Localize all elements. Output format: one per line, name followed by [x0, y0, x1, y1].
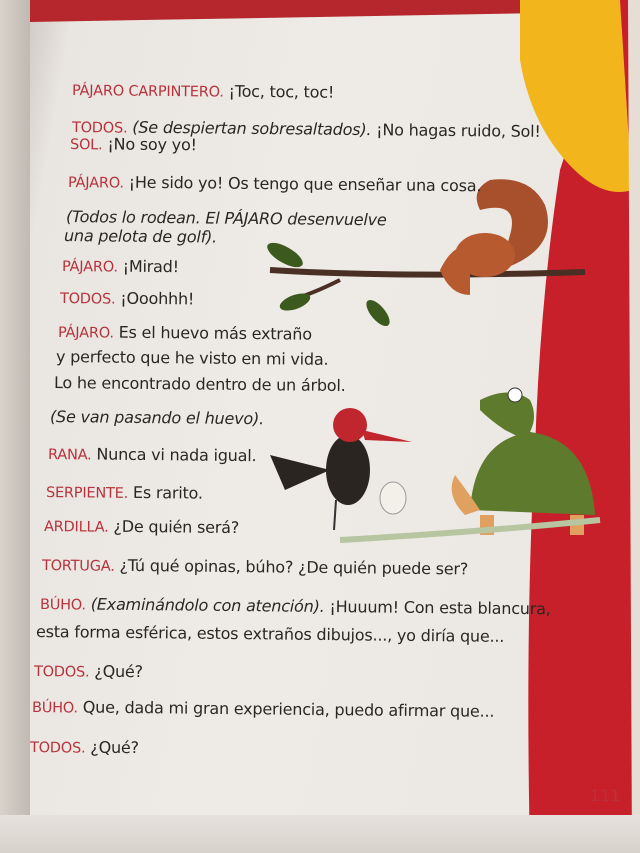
page-number: 111: [590, 786, 621, 805]
bottom-edge: [0, 815, 640, 853]
dialogue-text: ¡He sido yo! Os tengo que enseñar una cosa.: [123, 172, 482, 196]
turtle-icon: [340, 388, 600, 540]
speaker-name: SOL.: [69, 137, 103, 154]
dialogue-line: [64, 226, 217, 247]
speaker-name: TORTUGA.: [41, 558, 115, 575]
dialogue-text: ¡Mirad!: [117, 256, 179, 277]
dialogue-line: [56, 347, 329, 369]
dialogue-text: ¡Huuum! Con esta blancura,: [324, 596, 551, 619]
dialogue-line: [50, 407, 264, 428]
dialogue-text: Es rarito.: [128, 482, 203, 503]
dialogue-text: ¿Qué?: [85, 737, 140, 758]
dialogue-text: Es el huevo más extraño: [113, 322, 312, 344]
speaker-name: BÚHO.: [39, 597, 86, 614]
branch-icon: [264, 238, 585, 330]
stage-direction: (Se van pasando el huevo).: [49, 407, 265, 429]
speaker-name: ARDILLA.: [43, 519, 109, 536]
stage-direction: (Examinándolo con atención).: [85, 594, 325, 616]
dialogue-text: Nunca vi nada igual.: [91, 444, 257, 466]
squirrel-icon: [440, 179, 548, 295]
speaker-name: PÁJARO.: [57, 325, 114, 342]
dialogue-line: [46, 482, 203, 503]
woodpecker-icon: [270, 408, 412, 530]
stage-direction: (Se despiertan sobresaltados).: [127, 117, 372, 140]
stage-direction: (Todos lo rodean. El PÁJARO desenvuelve: [65, 207, 387, 230]
dialogue-line: [60, 288, 194, 308]
stage-direction: una pelota de golf).: [63, 226, 218, 247]
dialogue-text: ¡Ooohhh!: [115, 288, 195, 309]
dialogue-text: Que, dada mi gran experiencia, puedo afirmar que...: [77, 697, 495, 721]
speaker-name: TODOS.: [33, 664, 90, 681]
dialogue-text: ¡Toc, toc, toc!: [223, 81, 335, 102]
dialogue-text: Lo he encontrado dentro de un árbol.: [53, 373, 346, 396]
speaker-name: BÚHO.: [31, 700, 78, 717]
dialogue-line: [72, 80, 334, 102]
dialogue-line: [54, 373, 346, 395]
dialogue-text: esta forma esférica, estos extraños dibujos..., yo diría que...: [35, 622, 505, 646]
speaker-name: PÁJARO.: [61, 259, 118, 276]
speaker-name: TODOS.: [29, 740, 86, 757]
speaker-name: SERPIENTE.: [45, 485, 129, 502]
dialogue-line: [70, 134, 197, 154]
dialogue-text: ¿Tú qué opinas, búho? ¿De quién puede ser?: [114, 555, 469, 579]
speaker-name: TODOS.: [71, 120, 128, 137]
dialogue-text: ¿Qué?: [89, 661, 144, 682]
dialogue-text: ¡No hagas ruido, Sol!: [371, 120, 541, 141]
dialogue-text: ¿De quién será?: [108, 516, 240, 538]
speaker-name: PÁJARO CARPINTERO.: [71, 83, 224, 101]
dialogue-line: [58, 322, 312, 344]
dialogue-line: [48, 444, 257, 465]
speaker-name: RANA.: [47, 447, 92, 464]
speaker-name: TODOS.: [59, 291, 116, 308]
dialogue-text: ¡No soy yo!: [102, 134, 197, 155]
dialogue-line: [44, 516, 239, 537]
dialogue-line: [34, 661, 143, 681]
dialogue-text: y perfecto que he visto en mi vida.: [55, 347, 329, 369]
speaker-name: PÁJARO.: [67, 175, 124, 192]
dialogue-line: [62, 256, 179, 276]
dialogue-line: [30, 737, 139, 757]
